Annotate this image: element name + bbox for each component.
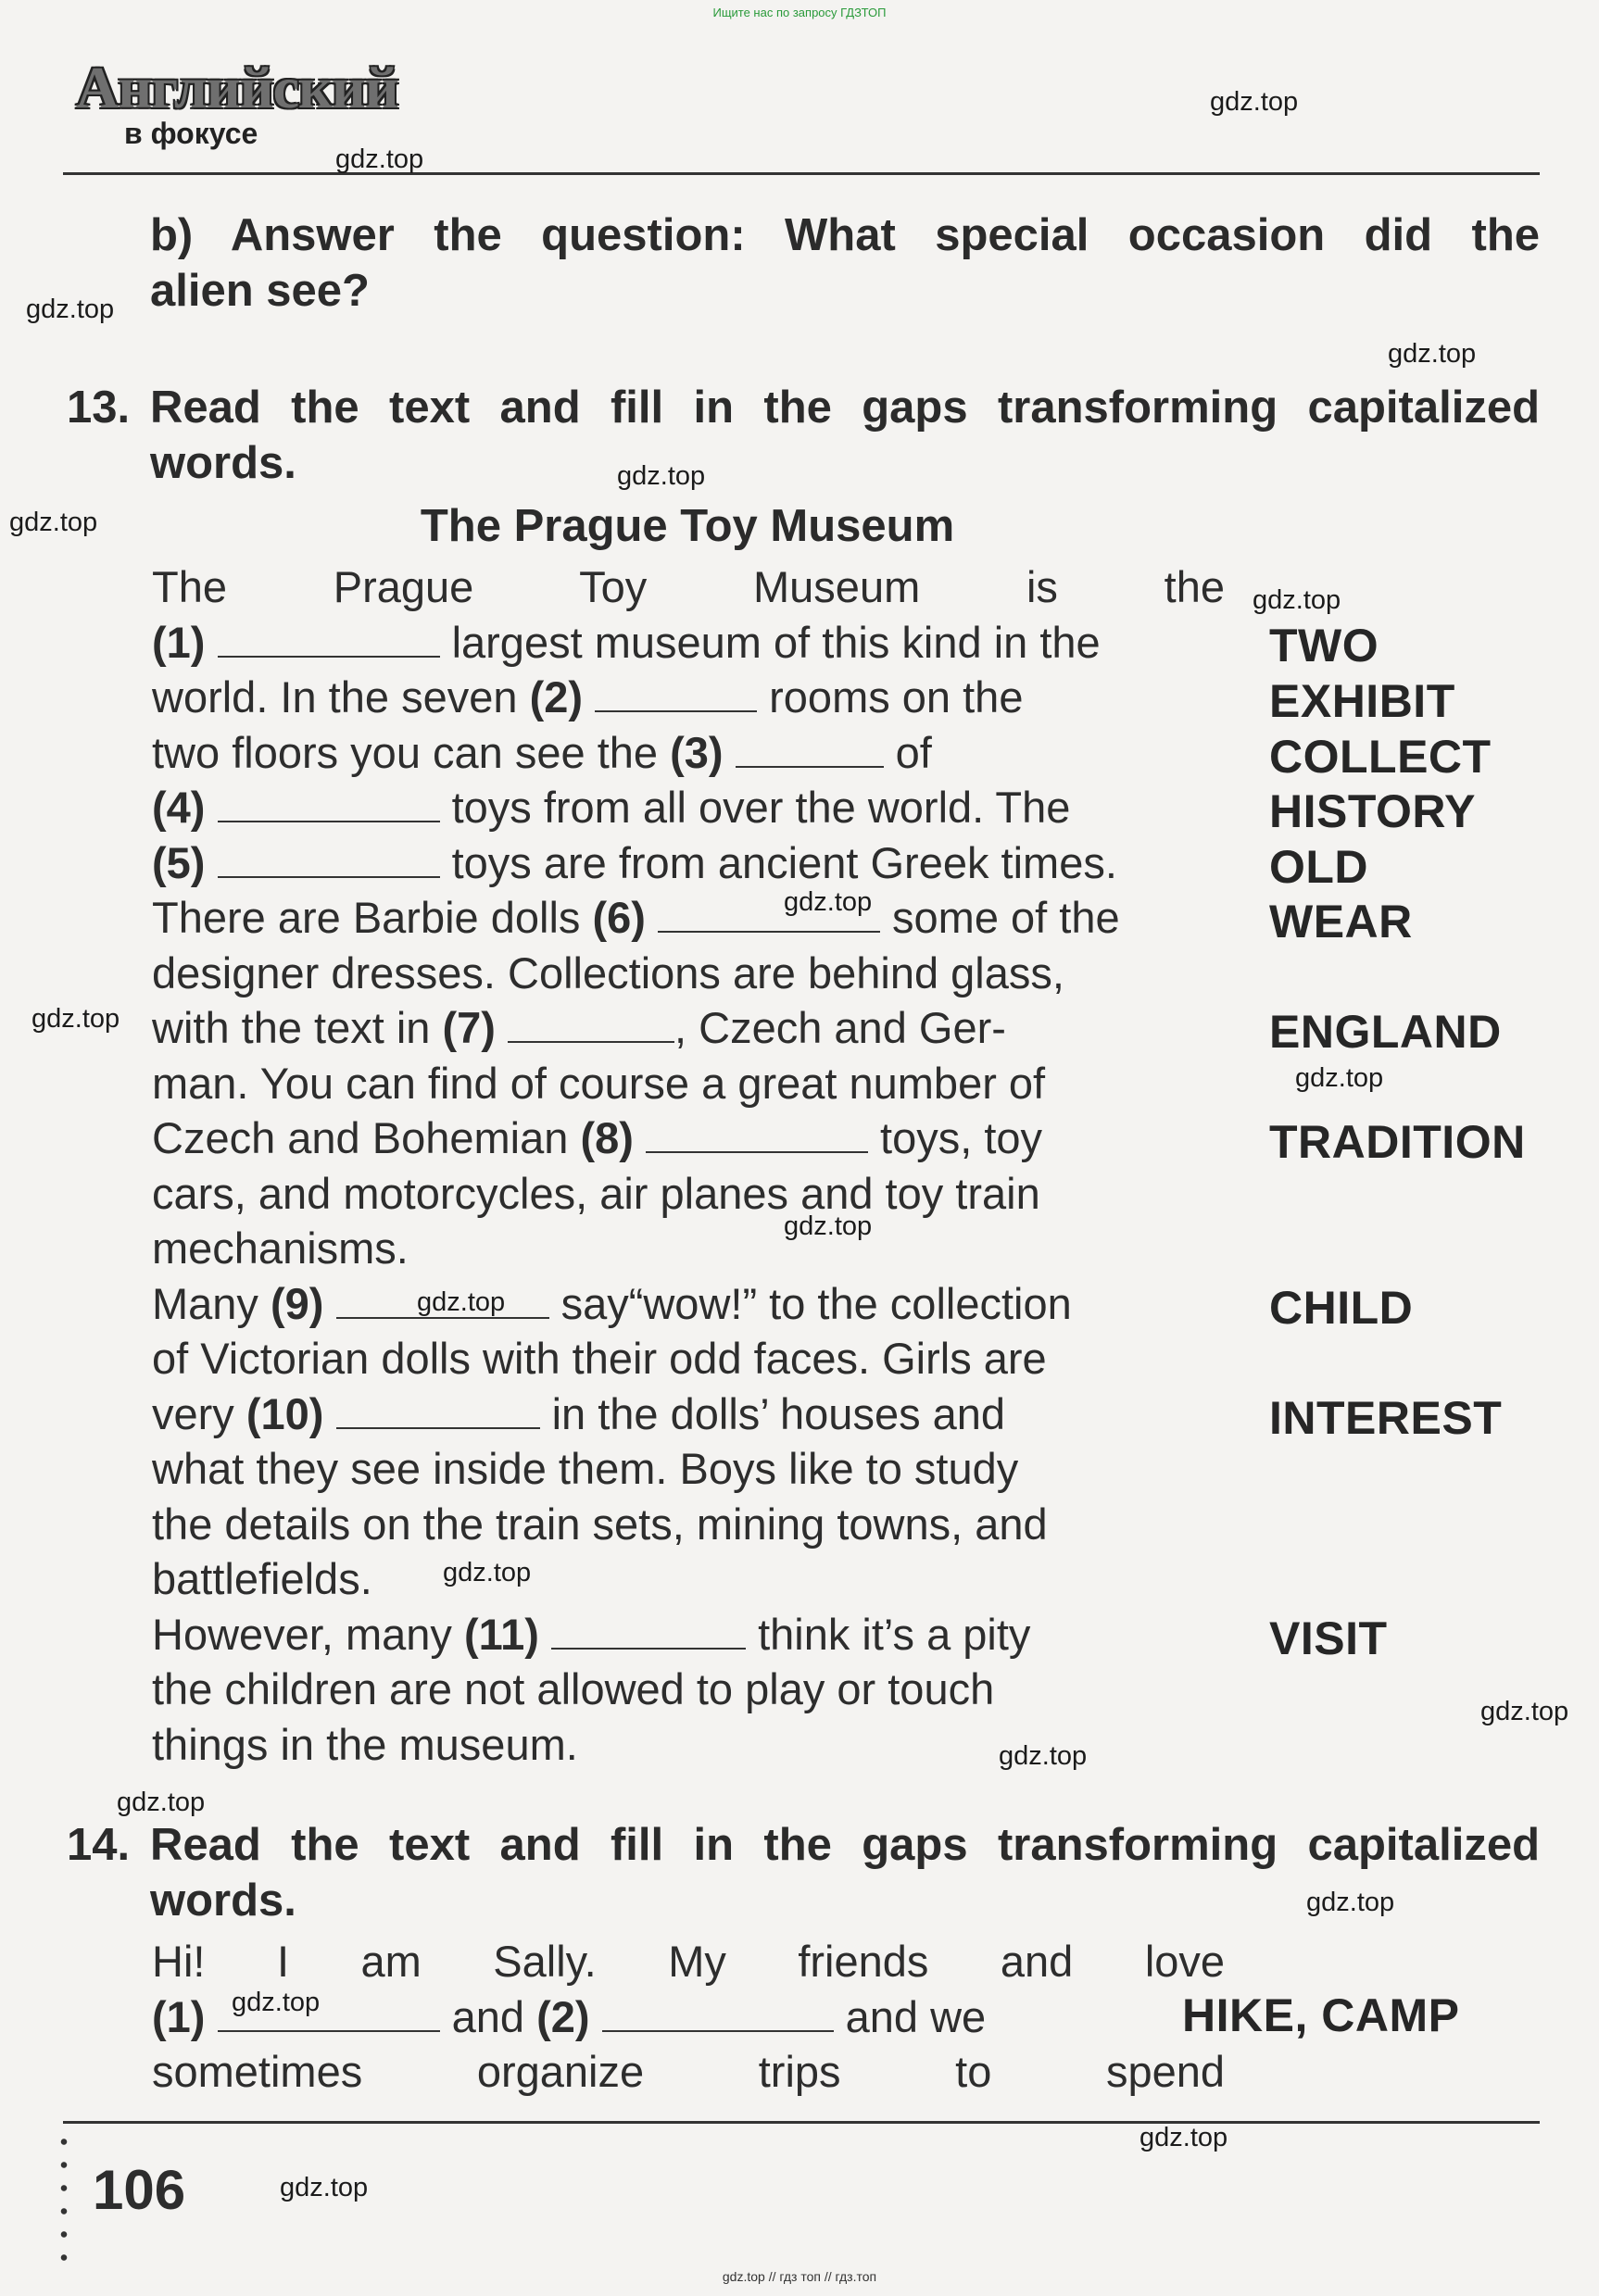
logo-subtitle: в фокусе [124, 117, 258, 150]
text-span: Czech and Bohemian [152, 1113, 569, 1162]
gap-number: (5) [152, 837, 206, 887]
gap-number: (4) [152, 783, 206, 832]
gap-number: (7) [442, 1003, 496, 1052]
text-span: , Czech and Ger- [674, 1003, 1006, 1052]
answer-gap[interactable] [646, 1118, 868, 1153]
text-span: two floors you can see the [152, 727, 659, 777]
text-line: designer dresses. Collections are behind glass, [152, 947, 1064, 997]
watermark: gdz.top [1253, 585, 1341, 615]
word: The [152, 562, 227, 611]
gap-number: (1) [152, 1991, 206, 2041]
gap-number: (8) [580, 1113, 634, 1162]
watermark: gdz.top [1306, 1888, 1395, 1917]
text-line: battlefields. [152, 1554, 372, 1603]
answer-gap[interactable] [595, 677, 757, 712]
task-14-instruction-line1: Read the text and fill in the gaps transforming capitalized [150, 1820, 1540, 1870]
text-line: things in the museum. [152, 1719, 578, 1769]
answer-gap[interactable] [508, 1008, 674, 1043]
watermark: gdz.top [784, 1211, 873, 1241]
word: Museum [753, 562, 921, 611]
task-13-instruction-line1: Read the text and fill in the gaps transforming capitalized [150, 383, 1540, 433]
text-span: think it’s a pity [758, 1609, 1031, 1659]
answer-gap[interactable] [736, 733, 884, 768]
task-13-instruction-line2: words. [150, 438, 296, 488]
word: am [360, 1937, 422, 1986]
text-line [152, 1110, 1225, 1166]
answer-gap[interactable] [336, 1394, 540, 1429]
top-note: Ищите нас по запросу ГДЗТОП [712, 6, 887, 19]
cap-word: WEAR [1269, 896, 1413, 947]
word: is [1026, 562, 1058, 611]
text-line [152, 725, 1225, 781]
word: organize [476, 2047, 645, 2096]
word: spend [1105, 2047, 1225, 2096]
word: love [1144, 1937, 1225, 1986]
text-span: some of the [892, 893, 1120, 942]
text-line: man. You can find of course a great number of [152, 1058, 1046, 1108]
text-span: and [451, 1991, 524, 2041]
text-span: However, many [152, 1609, 452, 1659]
text-line [152, 780, 1225, 835]
text-line: mechanisms. [152, 1223, 409, 1273]
text-line [152, 2044, 1225, 2100]
word: My [668, 1937, 726, 1986]
cap-word: COLLECT [1269, 731, 1492, 783]
cap-word: EXHIBIT [1269, 675, 1455, 727]
text-span: toys from all over the world. The [451, 783, 1071, 832]
watermark: gdz.top [335, 144, 424, 174]
watermark: gdz.top [1295, 1063, 1384, 1093]
task-13-text [152, 559, 1225, 1772]
task-14-instruction-line2: words. [150, 1876, 296, 1926]
header-rule [63, 172, 1540, 175]
cap-word: HIKE, CAMP [1182, 1989, 1460, 2041]
answer-gap[interactable] [551, 1614, 746, 1650]
text-line [152, 1607, 1225, 1662]
word: friends [798, 1937, 929, 1986]
text-line [152, 890, 1225, 946]
cap-word: TWO [1269, 620, 1379, 671]
page-number: 106 [93, 2159, 186, 2221]
text-span: very [152, 1388, 234, 1438]
word: sometimes [152, 2047, 363, 2096]
task-14-number: 14. [67, 1820, 131, 1870]
text-line [152, 835, 1225, 891]
watermark: gdz.top [9, 508, 98, 537]
watermark: gdz.top [26, 295, 115, 324]
task-b-line1: b) Answer the question: What special occasion did the [150, 210, 1540, 260]
watermark: gdz.top [617, 461, 706, 491]
text-span: of [895, 727, 932, 777]
text-span: There are Barbie dolls [152, 893, 581, 942]
logo-title: Английский [76, 55, 398, 120]
task-13-number: 13. [67, 383, 131, 433]
watermark: gdz.top [443, 1558, 532, 1587]
watermark: gdz.top [31, 1004, 120, 1034]
text-span: say“wow!” to the collection [560, 1278, 1072, 1328]
cap-word: CHILD [1269, 1282, 1414, 1334]
watermark: gdz.top [280, 2173, 369, 2202]
watermark: gdz.top [999, 1741, 1088, 1771]
book-logo [76, 54, 398, 156]
answer-gap[interactable] [602, 1997, 834, 2032]
footer-rule [63, 2121, 1540, 2124]
text-line: what they see inside them. Boys like to study [152, 1444, 1019, 1493]
gap-number: (10) [246, 1388, 324, 1438]
text-span: Many [152, 1278, 258, 1328]
watermark: gdz.top [1480, 1697, 1569, 1726]
text-line [152, 1934, 1225, 1989]
word: Hi! [152, 1937, 206, 1986]
watermark: gdz.top [232, 1988, 321, 2017]
word: and [1000, 1937, 1074, 1986]
gap-number: (6) [592, 893, 646, 942]
gap-number: (2) [536, 1991, 590, 2041]
watermark: gdz.top [1210, 87, 1299, 117]
text-span: world. In the seven [152, 672, 518, 721]
text-line [152, 559, 1225, 615]
word: Sally. [493, 1937, 597, 1986]
answer-gap[interactable] [218, 622, 440, 658]
word: I [276, 1937, 289, 1986]
gap-number: (2) [529, 672, 584, 721]
text-title: The Prague Toy Museum [420, 501, 955, 551]
text-line [152, 615, 1225, 671]
word: Prague [333, 562, 474, 611]
text-line [152, 1000, 1225, 1056]
gap-number: (3) [670, 727, 724, 777]
gap-number: (1) [152, 617, 206, 667]
watermark: gdz.top [1388, 339, 1477, 369]
cap-word: VISIT [1269, 1612, 1388, 1664]
gap-number: (9) [271, 1278, 324, 1328]
text-line: cars, and motorcycles, air planes and toy train [152, 1168, 1040, 1218]
watermark: gdz.top [1139, 2123, 1228, 2152]
cap-word: HISTORY [1269, 785, 1476, 837]
watermark: gdz.top [417, 1287, 506, 1317]
text-span: rooms on the [769, 672, 1024, 721]
task-13-heading [67, 380, 1540, 491]
text-line: the children are not allowed to play or touch [152, 1664, 995, 1713]
margin-dots [59, 2130, 69, 2269]
text-span: largest museum of this kind in the [451, 617, 1101, 667]
cap-word: INTEREST [1269, 1392, 1503, 1444]
task-b [150, 207, 1540, 319]
answer-gap[interactable] [218, 787, 440, 822]
task-b-line2: alien see? [150, 266, 370, 316]
text-line [152, 1276, 1225, 1332]
word: Toy [579, 562, 648, 611]
text-line [152, 1386, 1225, 1442]
word: to [955, 2047, 992, 2096]
gap-number: (11) [463, 1609, 539, 1659]
cap-word: OLD [1269, 841, 1369, 893]
text-span: toys, toy [880, 1113, 1043, 1162]
answer-gap[interactable] [218, 843, 440, 878]
watermark: gdz.top [117, 1788, 206, 1817]
cap-word: TRADITION [1269, 1116, 1526, 1168]
text-span: and we [845, 1991, 987, 2041]
text-line [152, 670, 1225, 725]
text-line: the details on the train sets, mining towns, and [152, 1499, 1048, 1549]
text-span: with the text in [152, 1003, 431, 1052]
text-line: of Victorian dolls with their odd faces. Girls are [152, 1334, 1047, 1383]
bottom-note: gdz.top // гдз топ // гдз.топ [722, 2269, 877, 2284]
word: the [1164, 562, 1225, 611]
word: trips [758, 2047, 841, 2096]
cap-word: ENGLAND [1269, 1006, 1502, 1058]
text-span: in the dolls’ houses and [551, 1388, 1006, 1438]
watermark: gdz.top [784, 887, 873, 917]
text-span: toys are from ancient Greek times. [451, 837, 1117, 887]
